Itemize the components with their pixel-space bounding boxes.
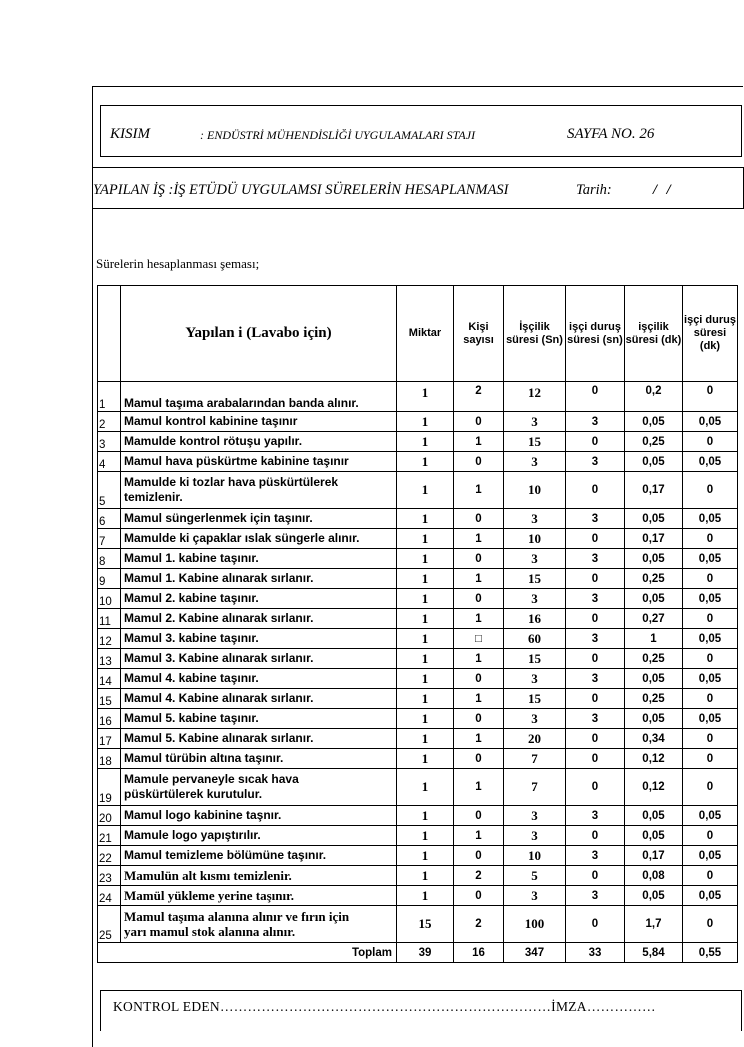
table-row: [98, 629, 738, 649]
cell-miktar: 1: [397, 886, 454, 906]
total-dsn: 33: [566, 943, 625, 963]
cell-iscilik-sn: 3: [504, 709, 566, 729]
row-number: 13: [98, 649, 121, 669]
cell-iscilik-sn: 3: [504, 826, 566, 846]
cell-iscilik-sn: 3: [504, 669, 566, 689]
description-line: Mamul 5. Kabine alınarak sırlanır.: [124, 731, 314, 745]
row-number: 11: [98, 609, 121, 629]
row-description: [121, 629, 397, 649]
total-miktar: 39: [397, 943, 454, 963]
cell-miktar: 1: [397, 769, 454, 806]
cell-iscilik-sn: 12: [504, 382, 566, 412]
cell-iscilik-dk: 0,05: [625, 886, 683, 906]
cell-durus-sn: 0: [566, 472, 625, 509]
cell-durus-dk: 0: [683, 432, 738, 452]
cell-iscilik-dk: 0,05: [625, 669, 683, 689]
cell-durus-dk: 0,05: [683, 886, 738, 906]
cell-iscilik-dk: 0,25: [625, 649, 683, 669]
table-row: [98, 382, 738, 412]
title-box: [92, 167, 744, 209]
row-description: [121, 549, 397, 569]
cell-iscilik-dk: 0,17: [625, 846, 683, 866]
description-line: Mamul 2. Kabine alınarak sırlanır.: [124, 611, 314, 625]
table-row: [98, 826, 738, 846]
table-row: [98, 709, 738, 729]
cell-iscilik-sn: 15: [504, 569, 566, 589]
cell-miktar: 1: [397, 689, 454, 709]
row-description: [121, 649, 397, 669]
row-description: [121, 906, 397, 943]
schema-label: Sürelerin hesaplanması şeması;: [96, 256, 260, 271]
cell-iscilik-sn: 3: [504, 412, 566, 432]
cell-durus-dk: 0,05: [683, 629, 738, 649]
cell-miktar: 1: [397, 569, 454, 589]
cell-miktar: 1: [397, 382, 454, 412]
cell-kisi: 2: [454, 866, 504, 886]
row-number: 16: [98, 709, 121, 729]
description-line: Mamül yükleme yerine taşınır.: [124, 888, 294, 903]
col-task-header: Yapılan i (Lavabo için): [121, 286, 397, 382]
description-line: Mamul 4. kabine taşınır.: [124, 671, 259, 685]
time-table: [97, 285, 738, 963]
description-line: Mamule pervaneyle sıcak hava: [124, 772, 299, 786]
description-line: Mamulde ki tozlar hava püskürtülerek: [124, 475, 339, 489]
row-number: 8: [98, 549, 121, 569]
table-row: [98, 689, 738, 709]
total-kisi: 16: [454, 943, 504, 963]
cell-durus-dk: 0,05: [683, 549, 738, 569]
table-row: [98, 509, 738, 529]
col-durus-dk-header: işçi duruş süresi (dk): [683, 286, 738, 382]
table-row: [98, 886, 738, 906]
cell-iscilik-sn: 10: [504, 472, 566, 509]
table-row: [98, 452, 738, 472]
col-miktar-header: Miktar: [397, 286, 454, 382]
row-number: 7: [98, 529, 121, 549]
row-number: 9: [98, 569, 121, 589]
cell-durus-dk: 0,05: [683, 846, 738, 866]
cell-iscilik-dk: 0,05: [625, 549, 683, 569]
description-line: yarı mamul stok alanına alınır.: [124, 924, 296, 939]
row-description: [121, 529, 397, 549]
row-number: 21: [98, 826, 121, 846]
cell-durus-dk: 0,05: [683, 509, 738, 529]
cell-miktar: 1: [397, 846, 454, 866]
cell-miktar: 1: [397, 412, 454, 432]
cell-miktar: 1: [397, 609, 454, 629]
cell-durus-sn: 0: [566, 729, 625, 749]
cell-iscilik-dk: 0,05: [625, 412, 683, 432]
cell-durus-sn: 0: [566, 609, 625, 629]
description-line: Mamul türübin altına taşınır.: [124, 751, 284, 765]
total-label: Toplam: [98, 943, 397, 963]
description-line: temizlenir.: [124, 490, 183, 504]
table-row: [98, 846, 738, 866]
cell-durus-sn: 3: [566, 412, 625, 432]
description-line: Mamul 3. kabine taşınır.: [124, 631, 259, 645]
cell-iscilik-dk: 0,12: [625, 749, 683, 769]
cell-iscilik-sn: 15: [504, 432, 566, 452]
row-number: 25: [98, 906, 121, 943]
cell-iscilik-sn: 10: [504, 846, 566, 866]
table-row: [98, 472, 738, 509]
cell-iscilik-dk: 1: [625, 629, 683, 649]
cell-kisi: □: [454, 629, 504, 649]
cell-miktar: 1: [397, 649, 454, 669]
cell-iscilik-dk: 0,05: [625, 509, 683, 529]
cell-kisi: 0: [454, 806, 504, 826]
cell-miktar: 1: [397, 826, 454, 846]
cell-miktar: 1: [397, 749, 454, 769]
cell-kisi: 0: [454, 412, 504, 432]
description-line: Mamulde kontrol rötuşu yapılır.: [124, 434, 303, 448]
cell-iscilik-sn: 3: [504, 509, 566, 529]
cell-durus-sn: 0: [566, 749, 625, 769]
cell-miktar: 1: [397, 432, 454, 452]
description-line: Mamul 3. Kabine alınarak sırlanır.: [124, 651, 314, 665]
row-number: 19: [98, 769, 121, 806]
table-row: [98, 906, 738, 943]
cell-durus-sn: 0: [566, 649, 625, 669]
description-line: Mamul kontrol kabinine taşınır: [124, 414, 298, 428]
row-description: [121, 589, 397, 609]
cell-durus-sn: 0: [566, 382, 625, 412]
cell-miktar: 1: [397, 472, 454, 509]
cell-iscilik-sn: 3: [504, 452, 566, 472]
cell-iscilik-sn: 10: [504, 529, 566, 549]
cell-kisi: 0: [454, 709, 504, 729]
cell-durus-dk: 0,05: [683, 452, 738, 472]
cell-iscilik-sn: 3: [504, 886, 566, 906]
cell-iscilik-sn: 100: [504, 906, 566, 943]
cell-durus-sn: 0: [566, 826, 625, 846]
row-number: 17: [98, 729, 121, 749]
control-signature-line: KONTROL EDEN………………………………………………………………İMZA……………: [113, 999, 656, 1014]
cell-kisi: 1: [454, 569, 504, 589]
cell-durus-dk: 0,05: [683, 669, 738, 689]
cell-durus-dk: 0: [683, 769, 738, 806]
row-description: [121, 382, 397, 412]
cell-iscilik-dk: 0,05: [625, 709, 683, 729]
table-row: [98, 549, 738, 569]
table-row: [98, 609, 738, 629]
row-description: [121, 452, 397, 472]
cell-kisi: 1: [454, 689, 504, 709]
cell-durus-dk: 0: [683, 866, 738, 886]
table-row: [98, 669, 738, 689]
cell-iscilik-sn: 15: [504, 649, 566, 669]
row-number: 2: [98, 412, 121, 432]
cell-iscilik-dk: 0,2: [625, 382, 683, 412]
kisim-label: KISIM: [110, 126, 150, 142]
cell-kisi: 1: [454, 432, 504, 452]
cell-durus-dk: 0: [683, 382, 738, 412]
table-row: [98, 769, 738, 806]
total-sn: 347: [504, 943, 566, 963]
row-description: [121, 472, 397, 509]
department-subject: : ENDÜSTRİ MÜHENDİSLİĞİ UYGULAMALARI STAJI: [200, 128, 476, 142]
cell-kisi: 0: [454, 669, 504, 689]
row-description: [121, 609, 397, 629]
row-number: 15: [98, 689, 121, 709]
cell-iscilik-dk: 0,05: [625, 826, 683, 846]
cell-kisi: 0: [454, 549, 504, 569]
cell-miktar: 1: [397, 629, 454, 649]
row-description: [121, 769, 397, 806]
cell-miktar: 1: [397, 529, 454, 549]
cell-durus-sn: 3: [566, 886, 625, 906]
row-description: [121, 689, 397, 709]
table-row: [98, 649, 738, 669]
description-line: Mamul süngerlenmek için taşınır.: [124, 511, 313, 525]
header-box: [100, 105, 742, 157]
description-line: Mamul 5. kabine taşınır.: [124, 711, 259, 725]
cell-durus-sn: 3: [566, 589, 625, 609]
cell-iscilik-dk: 0,25: [625, 432, 683, 452]
cell-durus-dk: 0,05: [683, 806, 738, 826]
cell-durus-sn: 3: [566, 549, 625, 569]
description-line: Mamulün alt kısmı temizlenir.: [124, 868, 292, 883]
page-number: SAYFA NO. 26: [567, 126, 655, 142]
cell-iscilik-dk: 1,7: [625, 906, 683, 943]
cell-durus-dk: 0: [683, 749, 738, 769]
table-row: [98, 569, 738, 589]
row-number: 10: [98, 589, 121, 609]
cell-miktar: 1: [397, 806, 454, 826]
cell-durus-sn: 3: [566, 709, 625, 729]
row-number: 1: [98, 382, 121, 412]
row-number: 4: [98, 452, 121, 472]
cell-kisi: 2: [454, 906, 504, 943]
row-description: [121, 826, 397, 846]
cell-miktar: 1: [397, 729, 454, 749]
date-label: Tarih:: [576, 182, 612, 198]
col-durus-sn-header: işçi duruş süresi (sn): [566, 286, 625, 382]
cell-iscilik-dk: 0,08: [625, 866, 683, 886]
description-line: Mamul 4. Kabine alınarak sırlanır.: [124, 691, 314, 705]
cell-kisi: 0: [454, 452, 504, 472]
cell-kisi: 0: [454, 846, 504, 866]
description-line: Mamul 2. kabine taşınır.: [124, 591, 259, 605]
cell-kisi: 1: [454, 649, 504, 669]
cell-kisi: 1: [454, 826, 504, 846]
cell-kisi: 0: [454, 589, 504, 609]
table-row: [98, 749, 738, 769]
cell-iscilik-dk: 0,25: [625, 689, 683, 709]
cell-iscilik-sn: 3: [504, 589, 566, 609]
table-row: [98, 529, 738, 549]
cell-durus-dk: 0: [683, 826, 738, 846]
cell-iscilik-dk: 0,34: [625, 729, 683, 749]
row-number: 23: [98, 866, 121, 886]
cell-iscilik-dk: 0,05: [625, 452, 683, 472]
cell-durus-sn: 0: [566, 529, 625, 549]
cell-durus-dk: 0: [683, 689, 738, 709]
cell-miktar: 15: [397, 906, 454, 943]
cell-durus-dk: 0: [683, 609, 738, 629]
table-row: [98, 729, 738, 749]
cell-iscilik-dk: 0,27: [625, 609, 683, 629]
cell-miktar: 1: [397, 509, 454, 529]
cell-kisi: 1: [454, 529, 504, 549]
cell-durus-dk: 0: [683, 906, 738, 943]
cell-iscilik-dk: 0,12: [625, 769, 683, 806]
cell-kisi: 1: [454, 769, 504, 806]
row-number: 24: [98, 886, 121, 906]
row-number: 6: [98, 509, 121, 529]
row-description: [121, 866, 397, 886]
cell-kisi: 0: [454, 886, 504, 906]
cell-iscilik-sn: 5: [504, 866, 566, 886]
description-line: Mamul 1. kabine taşınır.: [124, 551, 259, 565]
description-line: Mamule logo yapıştırılır.: [124, 828, 261, 842]
row-description: [121, 709, 397, 729]
total-ddk: 0,55: [683, 943, 738, 963]
total-dk: 5,84: [625, 943, 683, 963]
cell-iscilik-dk: 0,05: [625, 589, 683, 609]
cell-durus-dk: 0: [683, 472, 738, 509]
cell-iscilik-sn: 7: [504, 749, 566, 769]
cell-iscilik-sn: 15: [504, 689, 566, 709]
row-description: [121, 749, 397, 769]
cell-durus-sn: 0: [566, 689, 625, 709]
cell-iscilik-dk: 0,17: [625, 529, 683, 549]
description-line: Mamul logo kabinine taşnır.: [124, 808, 282, 822]
col-iscilik-dk-header: işçilik süresi (dk): [625, 286, 683, 382]
cell-durus-sn: 3: [566, 452, 625, 472]
cell-durus-sn: 0: [566, 569, 625, 589]
table-row: [98, 432, 738, 452]
row-description: [121, 729, 397, 749]
cell-kisi: 0: [454, 509, 504, 529]
row-description: [121, 412, 397, 432]
row-number: 20: [98, 806, 121, 826]
cell-kisi: 0: [454, 749, 504, 769]
cell-miktar: 1: [397, 589, 454, 609]
cell-durus-dk: 0,05: [683, 589, 738, 609]
row-number: 18: [98, 749, 121, 769]
cell-miktar: 1: [397, 452, 454, 472]
cell-kisi: 2: [454, 382, 504, 412]
table-row: [98, 412, 738, 432]
row-number: 5: [98, 472, 121, 509]
cell-durus-sn: 3: [566, 669, 625, 689]
col-iscilik-sn-header: İşçilik süresi (Sn): [504, 286, 566, 382]
total-row: [98, 943, 738, 963]
cell-durus-dk: 0: [683, 649, 738, 669]
cell-durus-dk: 0: [683, 529, 738, 549]
cell-durus-dk: 0: [683, 569, 738, 589]
date-value: / /: [653, 182, 671, 198]
cell-iscilik-dk: 0,25: [625, 569, 683, 589]
description-line: Mamul temizleme bölümüne taşınır.: [124, 848, 327, 862]
cell-iscilik-sn: 3: [504, 806, 566, 826]
cell-durus-sn: 0: [566, 906, 625, 943]
description-line: püskürtülerek kurutulur.: [124, 787, 263, 801]
cell-durus-dk: 0,05: [683, 709, 738, 729]
cell-durus-sn: 3: [566, 629, 625, 649]
description-line: Mamul taşıma arabalarından banda alınır.: [124, 396, 359, 410]
row-number: 22: [98, 846, 121, 866]
col-kisi-header: Kişi sayısı: [454, 286, 504, 382]
cell-kisi: 1: [454, 472, 504, 509]
description-line: Mamul 1. Kabine alınarak sırlanır.: [124, 571, 314, 585]
cell-durus-sn: 0: [566, 866, 625, 886]
row-description: [121, 846, 397, 866]
cell-iscilik-sn: 3: [504, 549, 566, 569]
cell-iscilik-sn: 16: [504, 609, 566, 629]
table-row: [98, 589, 738, 609]
cell-durus-sn: 3: [566, 806, 625, 826]
cell-iscilik-dk: 0,17: [625, 472, 683, 509]
cell-iscilik-sn: 60: [504, 629, 566, 649]
row-description: [121, 669, 397, 689]
table-row: [98, 866, 738, 886]
cell-iscilik-dk: 0,05: [625, 806, 683, 826]
row-number: 12: [98, 629, 121, 649]
cell-durus-sn: 0: [566, 432, 625, 452]
table-row: [98, 806, 738, 826]
cell-kisi: 1: [454, 729, 504, 749]
cell-durus-dk: 0: [683, 729, 738, 749]
work-title: YAPILAN İŞ :İŞ ETÜDÜ UYGULAMSI SÜRELERİN HESAPLANMASI: [93, 182, 509, 198]
row-description: [121, 569, 397, 589]
row-description: [121, 886, 397, 906]
cell-iscilik-sn: 20: [504, 729, 566, 749]
cell-miktar: 1: [397, 549, 454, 569]
cell-durus-sn: 3: [566, 509, 625, 529]
row-number: 3: [98, 432, 121, 452]
cell-miktar: 1: [397, 866, 454, 886]
col-no-header: [98, 286, 121, 382]
cell-durus-sn: 3: [566, 846, 625, 866]
footer-box: [100, 990, 742, 1031]
description-line: Mamul hava püskürtme kabinine taşınır: [124, 454, 349, 468]
cell-durus-sn: 0: [566, 769, 625, 806]
cell-miktar: 1: [397, 669, 454, 689]
row-description: [121, 509, 397, 529]
row-description: [121, 806, 397, 826]
cell-kisi: 1: [454, 609, 504, 629]
description-line: Mamul taşıma alanına alınır ve fırın için: [124, 909, 350, 924]
row-description: [121, 432, 397, 452]
row-number: 14: [98, 669, 121, 689]
cell-miktar: 1: [397, 709, 454, 729]
description-line: Mamulde ki çapaklar ıslak süngerle alınır.: [124, 531, 360, 545]
cell-iscilik-sn: 7: [504, 769, 566, 806]
cell-durus-dk: 0,05: [683, 412, 738, 432]
